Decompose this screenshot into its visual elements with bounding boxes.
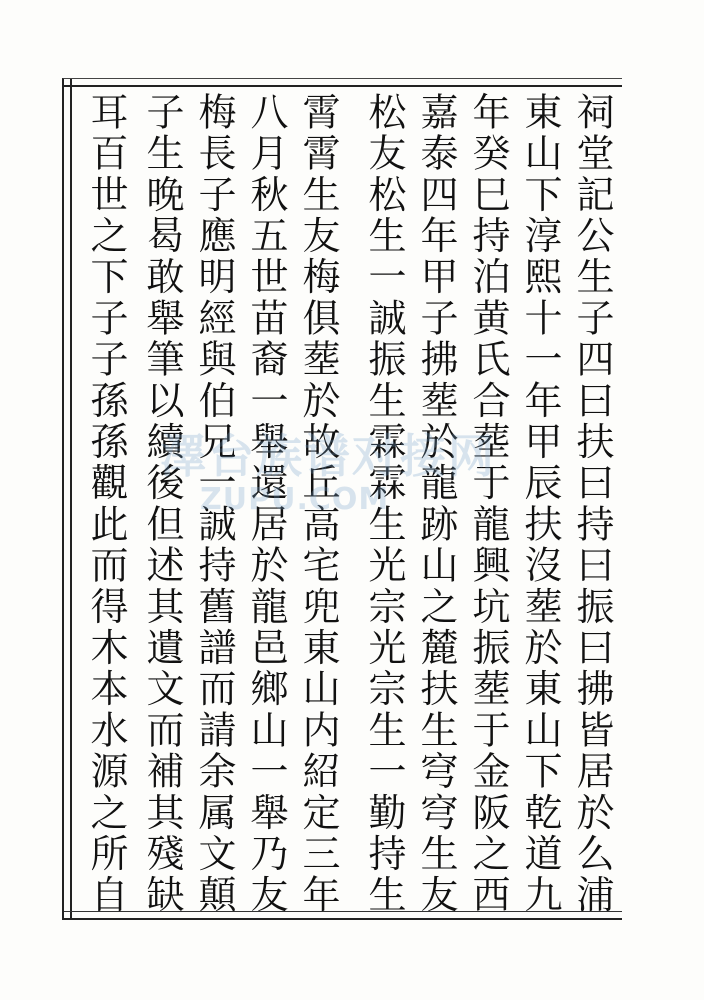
text-column-7: 八月秋五世苗裔一舉還居於龍邑鄉山一舉乃友 [244, 92, 288, 916]
text-column-8: 梅長子應明經與伯兄一誠持舊譜而請余属文顛 [192, 92, 236, 916]
text-column-9: 子生晚曷敢舉筆以續後但述其遺文而補其殘缺 [140, 92, 184, 916]
text-column-5: 松友松生一誠振生霖霖生光宗光宗生一勤持生 [362, 92, 406, 916]
text-column-1: 祠堂記公生子四曰扶曰持曰振曰拂皆居於么浦 [570, 92, 614, 916]
left-rule [70, 79, 72, 918]
top-rule [64, 85, 622, 87]
text-column-3: 年癸巳持泊黄氏合塟于龍興坑振塟于金阪之西 [466, 92, 510, 916]
text-column-10: 耳百世之下子子孫孫觀此而得木本水源之所自 [84, 92, 128, 916]
text-column-2: 東山下淳熙十一年甲辰扶沒塟於東山下乾道九 [518, 92, 562, 916]
text-column-4: 嘉泰四年甲子拂塟於龍跡山之麓扶生穹穹生友 [414, 92, 458, 916]
watermark-url: ZUPU.COM [200, 482, 390, 517]
watermark-text: 澤台族谱对接网 [160, 429, 496, 483]
text-column-6: 霄霄生友梅俱塟於故丘高宅兜東山内紹定三年 [296, 92, 340, 916]
